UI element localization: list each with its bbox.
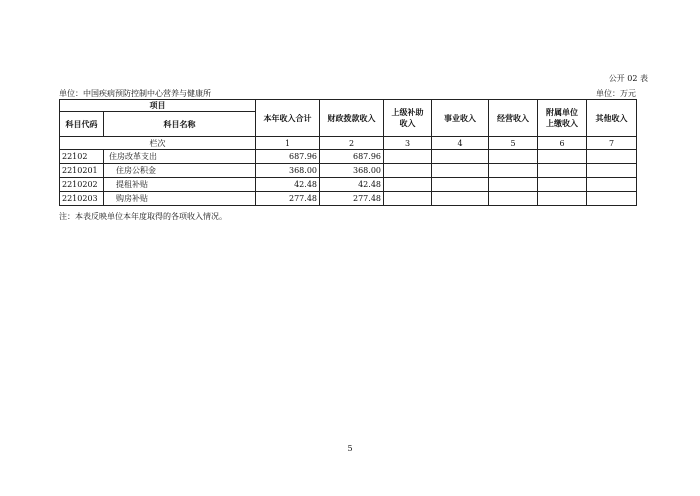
header-business-income: 事业收入 — [432, 100, 489, 137]
header-other-income: 其他收入 — [587, 100, 637, 137]
row-other — [587, 192, 637, 206]
header-subject-name: 科目名称 — [104, 112, 256, 137]
row-business — [432, 178, 489, 192]
page-number: 5 — [347, 444, 353, 453]
row-other — [587, 164, 637, 178]
index-col-6: 6 — [538, 137, 587, 150]
row-business — [432, 150, 489, 164]
row-fiscal: 42.48 — [320, 178, 384, 192]
header-upper-line2: 收入 — [399, 118, 416, 128]
table-row — [60, 150, 637, 164]
row-name: 住房改革支出 — [104, 150, 256, 164]
row-upper — [384, 150, 432, 164]
row-operating — [489, 164, 538, 178]
row-affiliate — [538, 192, 587, 206]
table-row — [60, 164, 637, 178]
header-affiliate-line2: 上缴收入 — [546, 118, 578, 128]
row-affiliate — [538, 164, 587, 178]
table-row — [60, 178, 637, 192]
row-upper — [384, 164, 432, 178]
row-name: 购房补贴 — [104, 192, 256, 206]
row-other — [587, 178, 637, 192]
header-subject-code: 科目代码 — [60, 112, 104, 137]
index-label: 栏次 — [60, 137, 256, 150]
index-col-3: 3 — [384, 137, 432, 150]
row-fiscal: 368.00 — [320, 164, 384, 178]
row-operating — [489, 192, 538, 206]
row-upper — [384, 192, 432, 206]
form-code: 公开 02 表 — [608, 74, 648, 83]
row-code: 2210201 — [60, 164, 104, 178]
index-row — [60, 137, 637, 150]
header-row-1 — [60, 100, 637, 112]
row-business — [432, 192, 489, 206]
index-col-7: 7 — [587, 137, 637, 150]
row-code: 22102 — [60, 150, 104, 164]
row-other — [587, 150, 637, 164]
row-total: 277.48 — [256, 192, 320, 206]
header-operating-income: 经营收入 — [489, 100, 538, 137]
row-fiscal: 687.96 — [320, 150, 384, 164]
header-affiliate-line1: 附属单位 — [546, 107, 578, 117]
table-row — [60, 192, 637, 206]
income-report-table — [59, 99, 637, 206]
index-col-5: 5 — [489, 137, 538, 150]
unit-currency: 单位：万元 — [596, 89, 636, 98]
header-affiliate-income — [538, 100, 587, 137]
table-note: 注：本表反映单位本年度取得的各项收入情况。 — [59, 212, 227, 221]
index-col-4: 4 — [432, 137, 489, 150]
row-name: 住房公积金 — [104, 164, 256, 178]
row-code: 2210203 — [60, 192, 104, 206]
row-total: 42.48 — [256, 178, 320, 192]
header-fiscal-income: 财政拨款收入 — [320, 100, 384, 137]
row-total: 687.96 — [256, 150, 320, 164]
index-col-2: 2 — [320, 137, 384, 150]
row-affiliate — [538, 150, 587, 164]
unit-organization: 单位：中国疾病预防控制中心营养与健康所 — [59, 89, 211, 98]
row-affiliate — [538, 178, 587, 192]
header-upper-subsidy — [384, 100, 432, 137]
row-fiscal: 277.48 — [320, 192, 384, 206]
row-operating — [489, 150, 538, 164]
row-upper — [384, 178, 432, 192]
row-business — [432, 164, 489, 178]
index-col-1: 1 — [256, 137, 320, 150]
header-project: 项目 — [60, 100, 256, 112]
row-name: 提租补贴 — [104, 178, 256, 192]
header-upper-line1: 上级补助 — [391, 107, 424, 117]
row-operating — [489, 178, 538, 192]
row-total: 368.00 — [256, 164, 320, 178]
header-total-income: 本年收入合计 — [256, 100, 320, 137]
row-code: 2210202 — [60, 178, 104, 192]
